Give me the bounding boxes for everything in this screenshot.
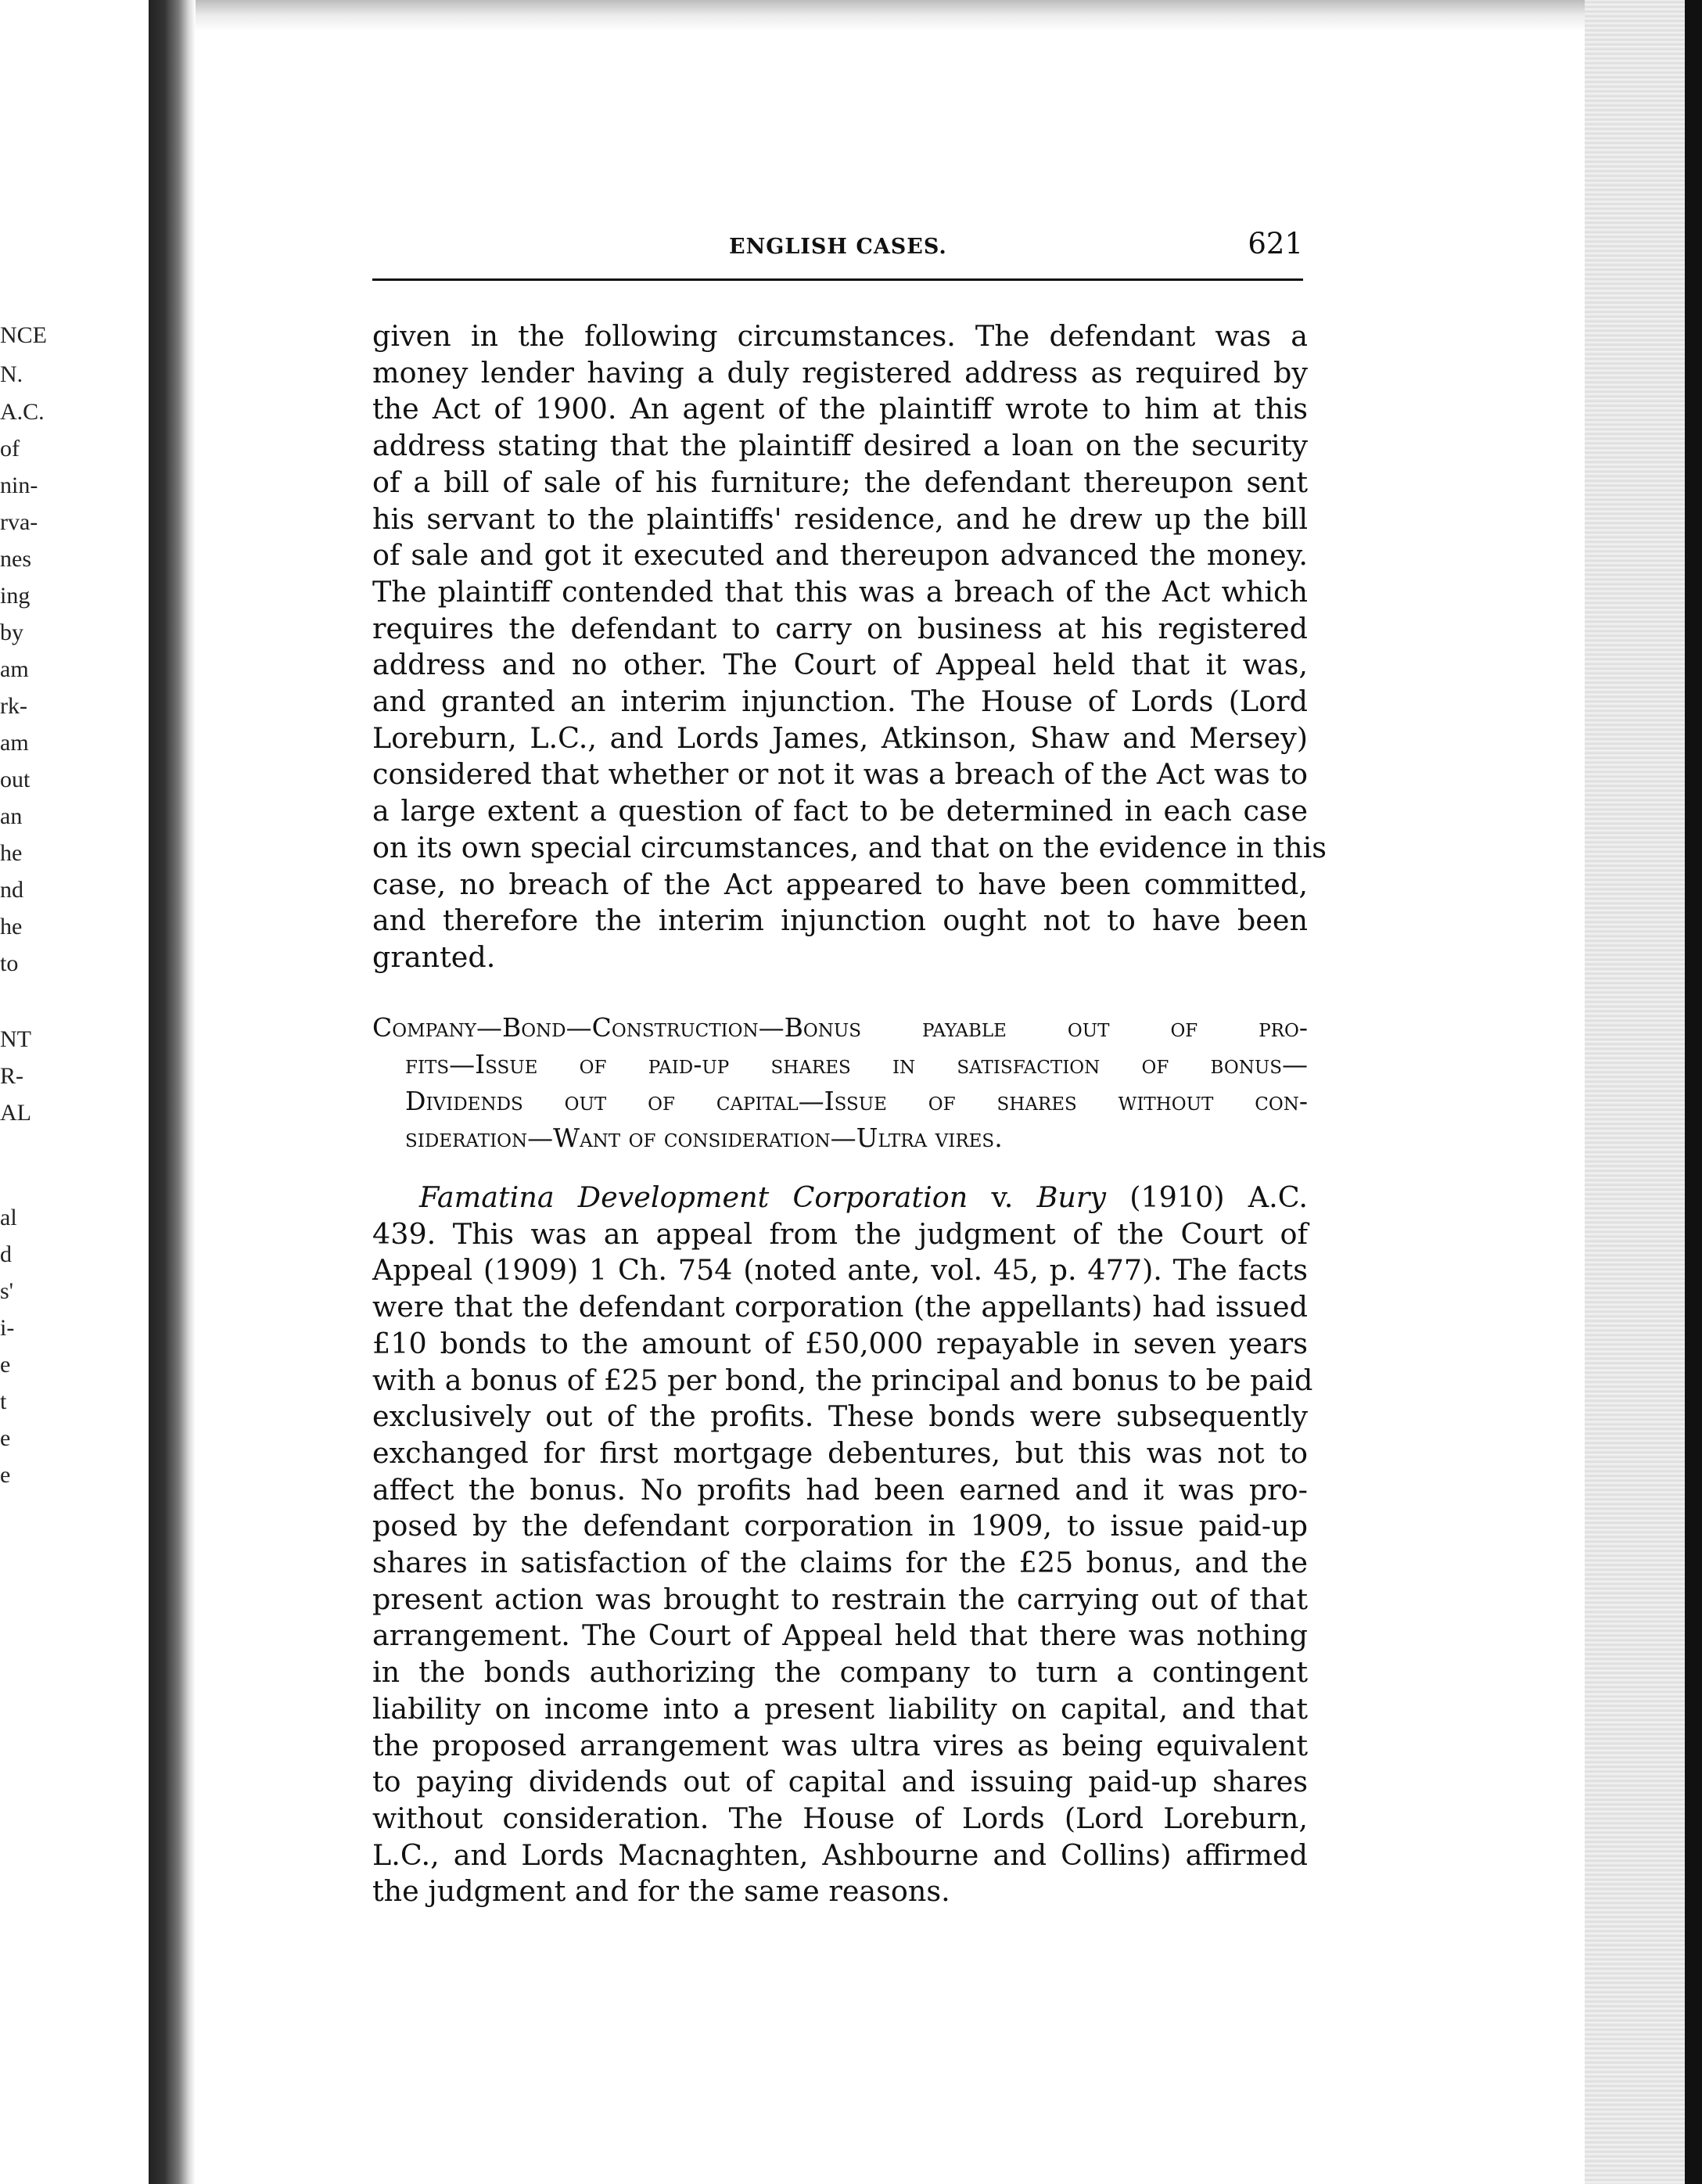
text-line: his servant to the plaintiffs' residence, and he drew up the bill — [372, 501, 1308, 536]
text-line: exclusively out of the profits. These bonds were subsequently — [372, 1399, 1308, 1434]
opposite-page-fragment: nin- — [0, 472, 38, 498]
gutter-shadow — [149, 0, 196, 2184]
opposite-page-fragment: rva- — [0, 509, 38, 535]
text-line: without consideration. The House of Lords (Lord Loreburn, — [372, 1801, 1308, 1835]
running-head-title: ENGLISH CASES. — [729, 235, 947, 259]
text-line: and therefore the interim injunction ought not to have been — [372, 903, 1308, 938]
text-line: affect the bonus. No profits had been earned and it was pro- — [372, 1472, 1308, 1507]
opposite-page-fragment: am — [0, 656, 29, 682]
opposite-page-fragment: e — [0, 1462, 11, 1488]
page-number: 621 — [1248, 227, 1303, 260]
opposite-page-fragment: nd — [0, 877, 23, 903]
opposite-page-fragment: rk- — [0, 693, 27, 719]
text-line: present action was brought to restrain the carrying out of that — [372, 1582, 1308, 1616]
text-line: and granted an interim injunction. The House of Lords (Lord — [372, 684, 1308, 719]
opposite-page-fragment: s' — [0, 1278, 14, 1304]
text-line: 439. This was an appeal from the judgment of the Court of — [372, 1216, 1308, 1251]
opposite-page-fragment: al — [0, 1205, 17, 1230]
text-line: of sale and got it executed and thereupon advanced the money. — [372, 538, 1308, 573]
scan-edge-border — [1685, 0, 1702, 2184]
opposite-page-fragment: ing — [0, 583, 31, 609]
text-line: the judgment and for the same reasons. — [372, 1874, 950, 1909]
text-line: requires the defendant to carry on business at his registered — [372, 611, 1308, 645]
opposite-page-fragment: an — [0, 803, 23, 829]
text-line: The plaintiff contended that this was a breach of the Act which — [372, 574, 1308, 609]
opposite-page-fragment: by — [0, 620, 23, 645]
opposite-page-fragment: nes — [0, 546, 31, 572]
opposite-page-fragment: i- — [0, 1315, 15, 1341]
opposite-page-fragment: NCE — [0, 322, 47, 348]
text-line: liability on income into a present liability on capital, and that — [372, 1691, 1308, 1726]
headnote-line: sideration—Want of consideration—Ultra vires. — [405, 1123, 1003, 1153]
case-name: Famatina Development Corporation — [419, 1180, 968, 1214]
text-line: in the bonds authorizing the company to turn a contingent — [372, 1655, 1308, 1690]
top-scan-shadow — [196, 0, 1585, 31]
text-line: considered that whether or not it was a breach of the Act was to — [372, 757, 1308, 792]
text-line: address and no other. The Court of Appeal held that it was, — [372, 648, 1308, 682]
opposite-page-fragment: N. — [0, 361, 23, 387]
opposite-page-fragment: d — [0, 1241, 12, 1267]
opposite-page-fragment: of — [0, 436, 20, 462]
case-citation-line — [372, 1180, 1308, 1216]
opposite-page-fragment: to — [0, 950, 19, 976]
paragraph-continued-case — [372, 318, 1327, 976]
text-line: to paying dividends out of capital and issuing paid-up shares — [372, 1765, 1308, 1799]
case-headnote — [372, 1009, 1308, 1156]
text-line: case, no breach of the Act appeared to have been committed, — [372, 867, 1308, 901]
text-line: Appeal (1909) 1 Ch. 754 (noted ante, vol. 45, p. 477). The facts — [372, 1253, 1308, 1288]
opposite-page-fragment: AL — [0, 1100, 31, 1126]
headnote-line: Company—Bond—Construction—Bonus payable out of pro- — [372, 1012, 1308, 1043]
text-line: were that the defendant corporation (the appellants) had issued — [372, 1290, 1308, 1324]
opposite-page-fragment: A.C. — [0, 399, 45, 425]
text-line: the proposed arrangement was ultra vires as being equivalent — [372, 1728, 1308, 1762]
text-line: money lender having a duly registered address as required by — [372, 355, 1308, 390]
case-versus: v. — [991, 1180, 1014, 1214]
headnote-line: Dividends out of capital—Issue of shares without con- — [405, 1086, 1308, 1116]
opposite-page-fragment: NT — [0, 1026, 31, 1052]
text-line: L.C., and Lords Macnaghten, Ashbourne and Collins) affirmed — [372, 1837, 1308, 1872]
opposite-page-fragment: am — [0, 730, 29, 756]
text-line: of a bill of sale of his furniture; the defendant thereupon sent — [372, 465, 1308, 499]
headnote-line: fits—Issue of paid-up shares in satisfaction of bonus— — [405, 1049, 1308, 1079]
case-citation: (1910) A.C. — [1129, 1180, 1308, 1214]
opposite-page-fragment: e — [0, 1352, 11, 1378]
opposite-page-fragment: he — [0, 914, 23, 939]
text-line: granted. — [372, 939, 496, 974]
text-line: arrangement. The Court of Appeal held that there was nothing — [372, 1618, 1308, 1653]
text-line: Loreburn, L.C., and Lords James, Atkinson, Shaw and Mersey) — [372, 720, 1308, 755]
text-line: on its own special circumstances, and that on the evidence in this — [372, 830, 1327, 864]
text-line: exchanged for first mortgage debentures, but this was not to — [372, 1435, 1308, 1470]
opposite-page-fragment: out — [0, 767, 31, 792]
text-line: a large extent a question of fact to be determined in each case — [372, 794, 1308, 828]
paragraph-famatina-case — [372, 1180, 1313, 1910]
text-line: shares in satisfaction of the claims for the £25 bonus, and the — [372, 1546, 1308, 1580]
text-line: the Act of 1900. An agent of the plaintiff wrote to him at this — [372, 392, 1308, 426]
text-line: address stating that the plaintiff desired a loan on the security — [372, 429, 1308, 463]
header-rule — [372, 278, 1303, 281]
text-line: £10 bonds to the amount of £50,000 repayable in seven years — [372, 1326, 1308, 1360]
text-line: with a bonus of £25 per bond, the principal and bonus to be paid — [372, 1363, 1313, 1397]
text-line: posed by the defendant corporation in 1909, to issue paid-up — [372, 1509, 1308, 1543]
opposite-page-margin — [0, 0, 149, 2184]
opposite-page-fragment: e — [0, 1425, 11, 1451]
case-party: Bury — [1036, 1180, 1106, 1214]
running-head — [372, 227, 1303, 266]
text-line: given in the following circumstances. The defendant was a — [372, 319, 1308, 353]
opposite-page-fragment: t — [0, 1388, 7, 1414]
opposite-page-fragment: he — [0, 840, 23, 866]
opposite-page-fragment: R- — [0, 1063, 23, 1089]
